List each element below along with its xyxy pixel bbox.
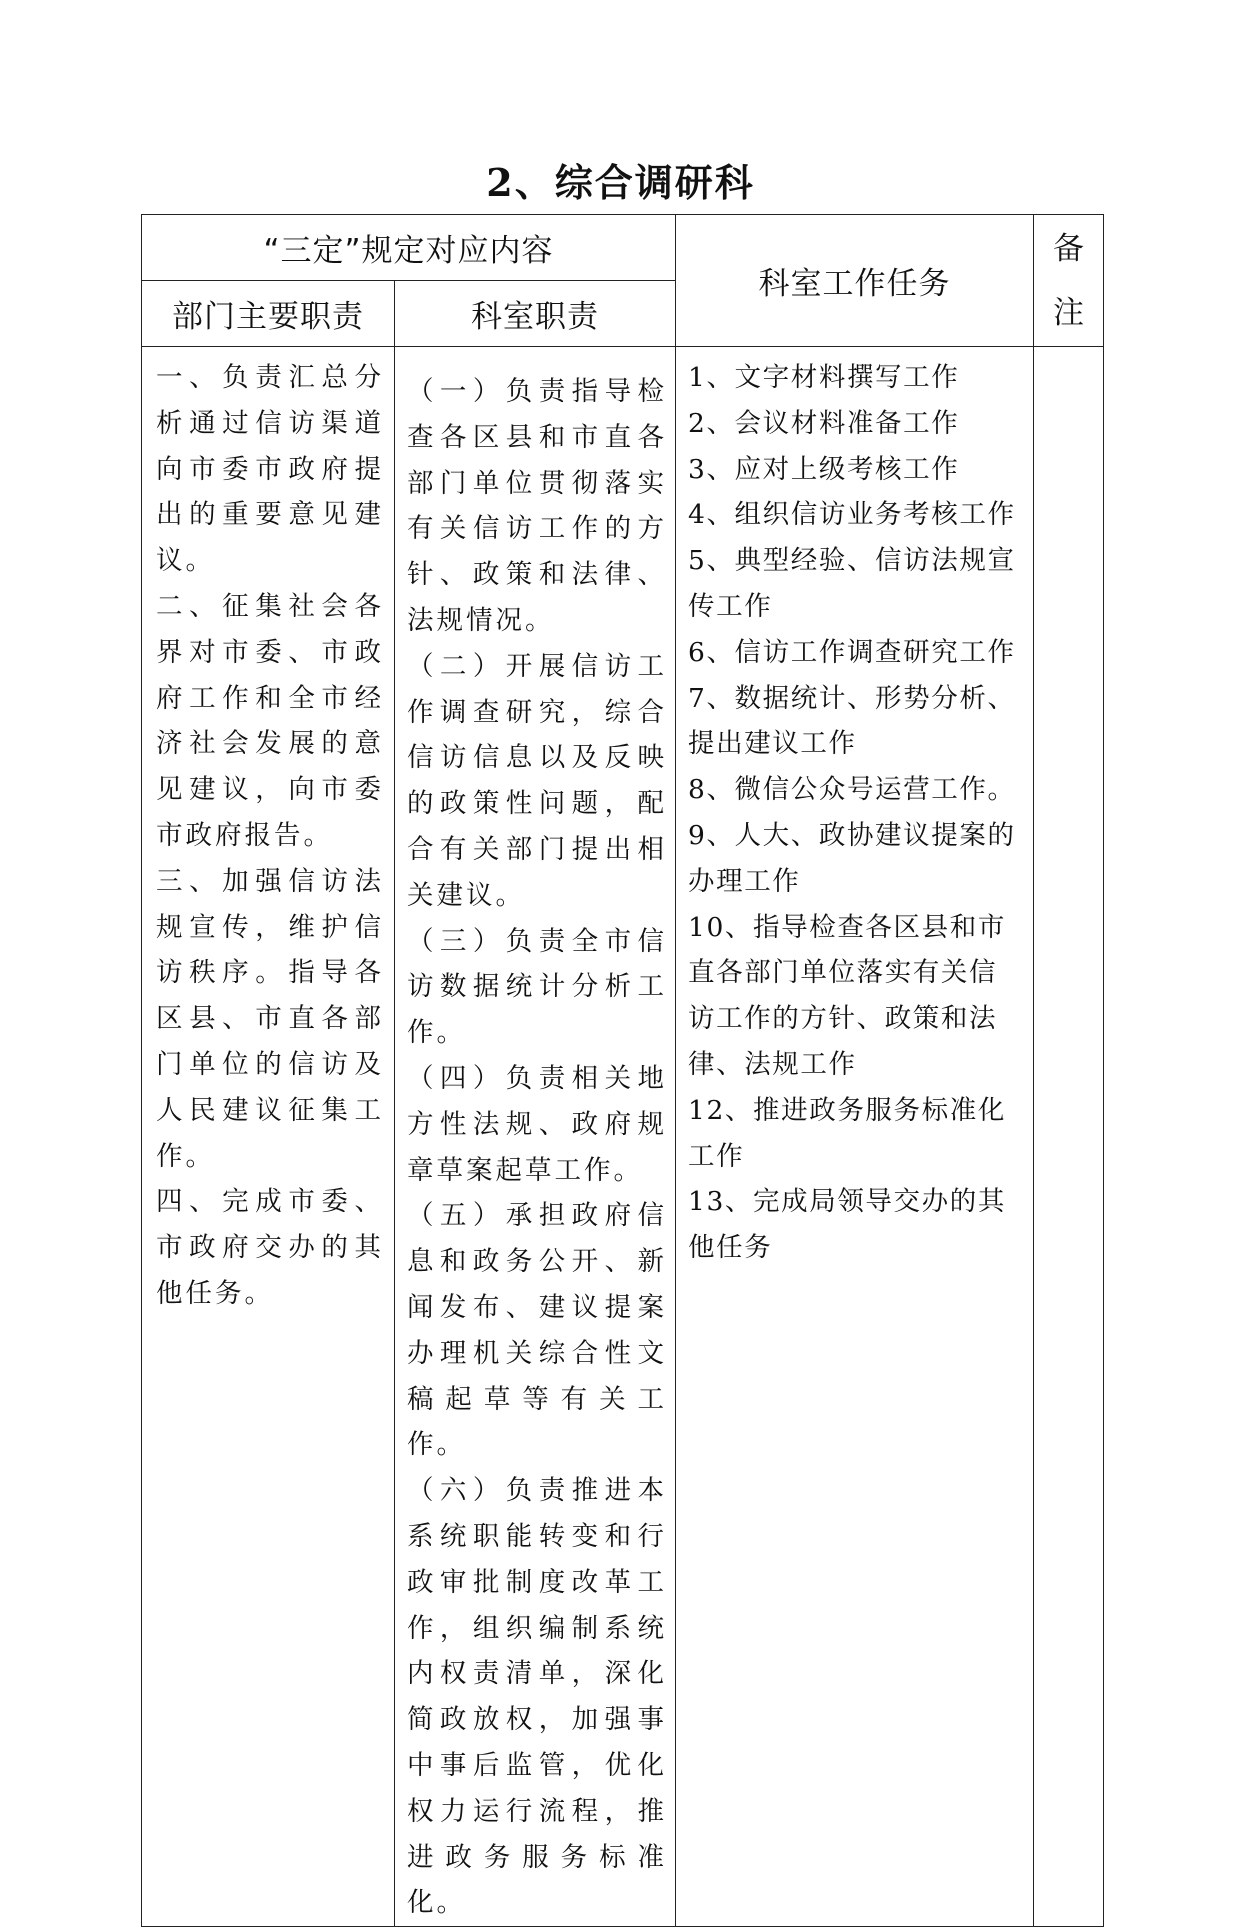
office-task-item: 3、应对上级考核工作 bbox=[688, 453, 960, 485]
office-duty-item: （五）承担政府信息和政务公开、新闻发布、建议提案办理机关综合性文稿起草等有关工作。 bbox=[407, 1200, 667, 1461]
office-duty-item: （六）负责推进本系统职能转变和行政审批制度改革工作，组织编制系统内权责清单，深化简政放权，加强事中事后监管，优化权力运行流程，推进政务服务标准化。 bbox=[407, 1475, 667, 1919]
office-task-item: 1、文字材料撰写工作 bbox=[688, 362, 960, 393]
office-task-item: 13、完成局领导交办的其他任务 bbox=[688, 1186, 1006, 1264]
header-remarks-char-1: 备 bbox=[1053, 230, 1084, 267]
office-duties-cell bbox=[395, 347, 676, 1927]
office-task-item: 10、指导检查各区县和市直各部门单位落实有关信访工作的方针、政策和法律、法规工作 bbox=[688, 911, 1006, 1080]
dept-duty-item: 一、负责汇总分析通过信访渠道向市委市政府提出的重要意见建议。 bbox=[156, 362, 384, 577]
header-remarks bbox=[1034, 215, 1104, 347]
office-duty-item: （三）负责全市信访数据统计分析工作。 bbox=[407, 925, 667, 1049]
office-duty-item: （二）开展信访工作调查研究，综合信访信息以及反映的政策性问题，配合有关部门提出相关建议。 bbox=[407, 650, 667, 911]
dept-duty-item: 三、加强信访法规宣传，维护信访秩序。指导各区县、市直各部门单位的信访及人民建议征集工作。 bbox=[156, 865, 384, 1172]
dept-duty-item: 二、征集社会各界对市委、市政府工作和全市经济社会发展的意见建议，向市委市政府报告。 bbox=[156, 590, 384, 851]
office-duty-item: （一）负责指导检查各区县和市直各部门单位贯彻落实有关信访工作的方针、政策和法律、法规情况。 bbox=[407, 376, 667, 636]
dept-duty-item: 四、完成市委、市政府交办的其他任务。 bbox=[156, 1186, 384, 1309]
office-task-item: 4、组织信访业务考核工作 bbox=[688, 499, 1016, 531]
content-row bbox=[142, 347, 1104, 1927]
office-task-item: 8、微信公众号运营工作。 bbox=[688, 774, 1016, 806]
office-duty-item: （四）负责相关地方性法规、政府规章草案起草工作。 bbox=[407, 1062, 667, 1186]
office-task-item: 6、信访工作调查研究工作 bbox=[688, 636, 1016, 668]
office-task-item: 5、典型经验、信访法规宣传工作 bbox=[688, 545, 1016, 622]
remarks-cell bbox=[1034, 347, 1104, 1927]
header-sanding: “三定”规定对应内容 bbox=[142, 215, 676, 281]
office-task-item: 12、推进政务服务标准化工作 bbox=[688, 1094, 1006, 1172]
office-task-item: 2、会议材料准备工作 bbox=[688, 407, 960, 439]
header-dept-duties: 部门主要职责 bbox=[142, 281, 395, 347]
header-row-1 bbox=[142, 215, 1104, 281]
dept-duties-cell bbox=[142, 347, 395, 1927]
office-task-item: 7、数据统计、形势分析、提出建议工作 bbox=[688, 682, 1016, 760]
office-tasks-cell bbox=[676, 347, 1034, 1927]
header-office-duties: 科室职责 bbox=[395, 281, 676, 347]
office-task-item: 9、人大、政协建议提案的办理工作 bbox=[688, 819, 1016, 897]
header-remarks-char-2: 注 bbox=[1053, 294, 1084, 331]
duties-table bbox=[141, 214, 1104, 1927]
page-title: 2、综合调研科 bbox=[486, 160, 755, 205]
header-office-tasks: 科室工作任务 bbox=[676, 215, 1034, 347]
